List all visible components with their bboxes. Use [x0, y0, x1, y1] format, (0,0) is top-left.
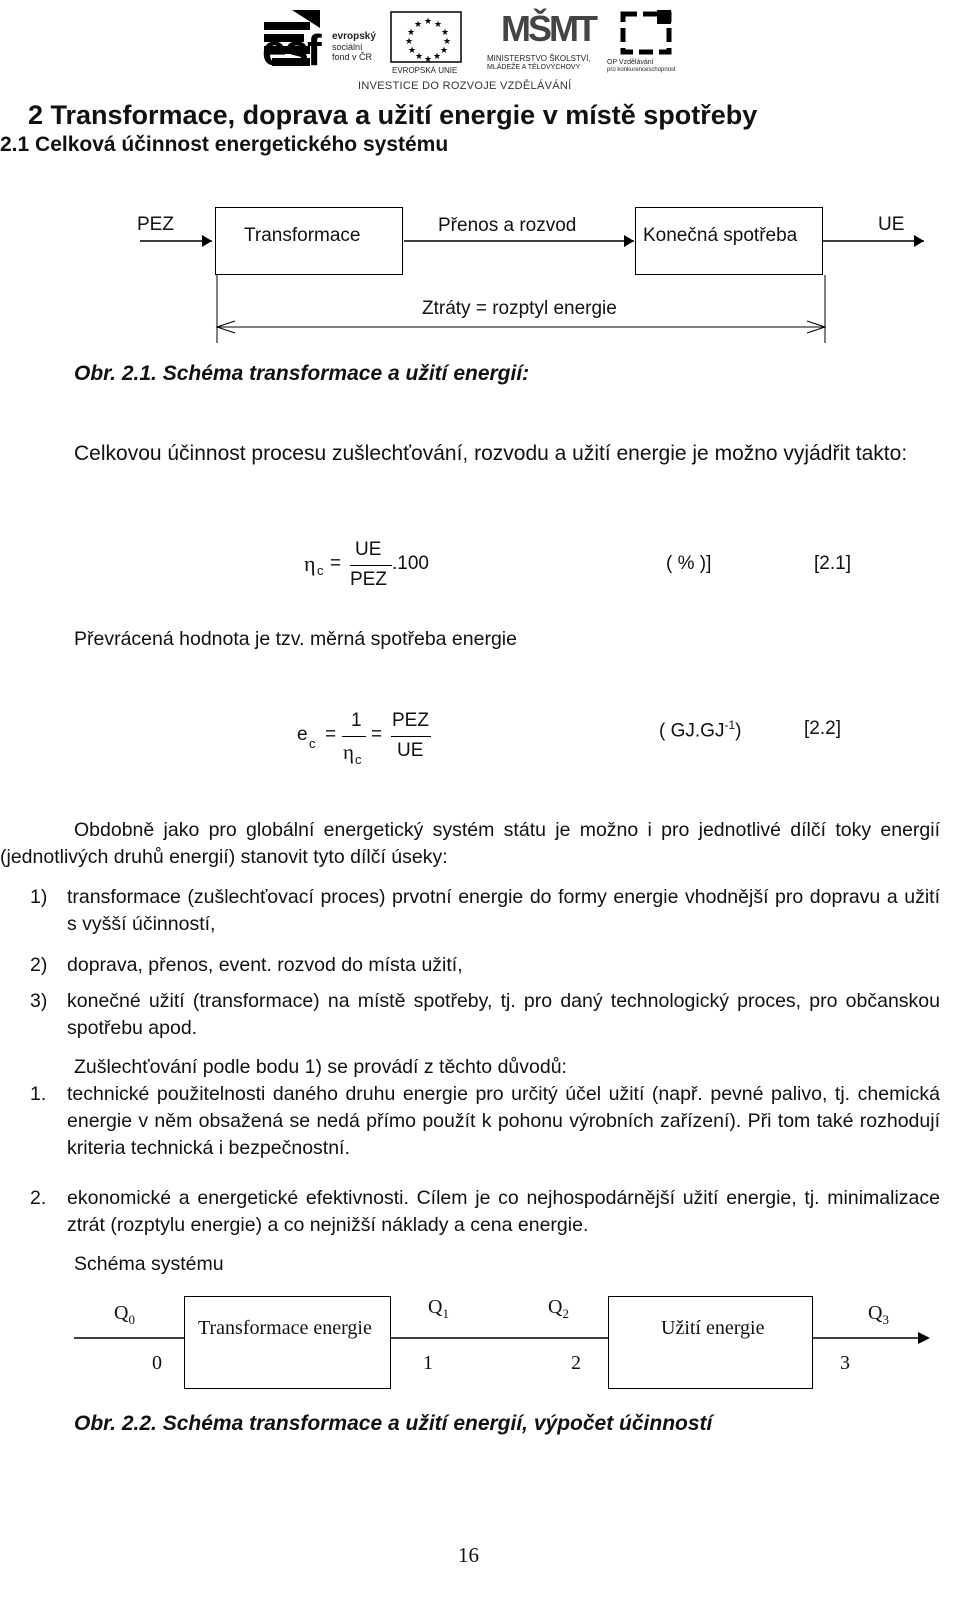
list-stages-num-3: 3) — [30, 990, 48, 1012]
label-n2: 2 — [571, 1352, 581, 1374]
q1-letter: Q — [428, 1296, 443, 1318]
msmt-small-2: MLÁDEŽE A TĚLOVÝCHOVY — [487, 64, 581, 71]
label-transformace-energie: Transformace energie — [198, 1317, 372, 1339]
svg-text:★: ★ — [407, 28, 416, 38]
eq2-equals-2: = — [371, 724, 383, 745]
eq2-unit-sup: -1 — [724, 718, 736, 732]
label-pez: PEZ — [137, 214, 174, 235]
page-number: 16 — [458, 1543, 479, 1567]
eq2-sub: c — [309, 736, 316, 751]
list-reasons-item-2: ekonomické a energetické efektivnosti. Cílem je co nejhospodárnější užití energie, tj. minimalizace ztrát (rozptylu energie) a co nejnižší náklady a cena energie. — [67, 1187, 940, 1236]
eq2-num1: 1 — [351, 710, 362, 731]
eq1-eta: η — [304, 551, 316, 576]
eq2-ref: [2.2] — [804, 718, 841, 739]
esf-small-2: sociální — [332, 42, 363, 52]
eq2-equals-1: = — [325, 724, 337, 745]
svg-text:★: ★ — [424, 55, 433, 65]
op-small-2: pro konkurenceschopnost — [607, 67, 676, 73]
q2-letter: Q — [548, 1296, 563, 1318]
eq1-fraction-line — [350, 565, 392, 566]
list-stages-item-3: konečné užití (transformace) na místě spotřeby, tj. pro daný technologický proces, pro občanskou spotřebu apod. — [67, 990, 940, 1039]
label-ztraty: Ztráty = rozptyl energie — [422, 298, 617, 319]
esf-logo — [262, 8, 387, 78]
diagram-energy-chain — [0, 195, 960, 355]
q0-letter: Q — [114, 1302, 129, 1324]
svg-text:★: ★ — [415, 52, 424, 62]
list-reasons-num-1: 1. — [30, 1083, 47, 1105]
list-stages-num-2: 2) — [30, 954, 48, 976]
eq2-den1-eta: η — [343, 740, 354, 764]
eq2-fraction-line-2 — [391, 736, 431, 737]
list-reasons-num-2: 2. — [30, 1187, 47, 1209]
esf-small-3: fond v ČR — [332, 52, 373, 62]
investice-banner: INVESTICE DO ROZVOJE VZDĚLÁVÁNÍ — [358, 80, 572, 92]
msmt-small-1: MINISTERSTVO ŠKOLSTVÍ, — [487, 54, 591, 63]
schema-label: Schéma systému — [74, 1253, 224, 1275]
esf-small-1: evropský — [332, 31, 376, 42]
op-small-1: OP Vzdělávání — [607, 59, 654, 66]
svg-text:★: ★ — [433, 52, 442, 62]
eq2-den1-sub: c — [355, 752, 362, 767]
label-q0 — [114, 1302, 135, 1328]
list-reasons-item-1: technické použitelnosti daného druhu energie pro určitý účel užití (např. pevné palivo, tj. chemická energie v něm obsažená se nedá přímo použít k pohonu výrobních zařízení). Při tom také rozhodují kriteria technická i bezpečnostní. — [67, 1083, 940, 1159]
list-stages-item-1: transformace (zušlechťovací proces) prvotní energie do formy energie vhodnější pro dopravu a užití s vyšší účinností, — [67, 886, 940, 935]
paragraph-efficiency: Celkovou účinnost procesu zušlechťování, rozvodu a užití energie je možno vyjádřit takto: — [74, 442, 908, 465]
box-transformace-energie — [184, 1296, 391, 1389]
eu-logo — [390, 8, 465, 78]
eu-stars-icon — [390, 8, 465, 66]
svg-text:★: ★ — [434, 20, 443, 30]
label-n0: 0 — [152, 1352, 162, 1374]
label-uziti-energie: Užití energie — [661, 1317, 765, 1339]
paragraph-reasons: Zušlechťování podle bodu 1) se provádí z těchto důvodů: — [74, 1056, 567, 1078]
q1-sub: 1 — [442, 1306, 449, 1321]
caption-fig-2-1: Obr. 2.1. Schéma transformace a užití energií: — [74, 362, 530, 385]
label-n1: 1 — [423, 1352, 433, 1374]
q2-sub: 2 — [562, 1306, 569, 1321]
eq1-unit: ( % )] — [666, 553, 712, 574]
q3-sub: 3 — [882, 1312, 889, 1327]
eu-label: EVROPSKÁ UNIE — [392, 66, 458, 75]
equation-2-2 — [295, 706, 895, 772]
eq1-equals: = — [330, 553, 342, 574]
eq2-e: e — [297, 724, 308, 745]
eq1-numerator: UE — [355, 539, 382, 560]
svg-text:★: ★ — [414, 20, 423, 30]
svg-text:★: ★ — [408, 46, 417, 56]
list-stages-num-1: 1) — [30, 886, 48, 908]
diagram2-lines — [0, 1290, 960, 1410]
svg-text:★: ★ — [424, 17, 433, 27]
eq2-num2: PEZ — [392, 710, 429, 731]
paragraph-partial-flows: Obdobně jako pro globální energetický systém státu je možno i pro jednotlivé dílčí toky energií (jednotlivých druhů energií) stanovit tyto dílčí úseky: — [0, 819, 940, 868]
eq2-den2: UE — [397, 740, 424, 761]
label-transformace: Transformace — [244, 225, 361, 246]
svg-text:★: ★ — [405, 37, 414, 47]
svg-text:★: ★ — [441, 28, 450, 38]
eq2-fraction-line-1 — [342, 736, 366, 737]
label-konecna-spotreba: Konečná spotřeba — [643, 225, 798, 246]
caption-fig-2-2: Obr. 2.2. Schéma transformace a užití energií, výpočet účinností — [74, 1412, 713, 1435]
eq2-unit — [659, 718, 741, 742]
op-logo — [607, 8, 702, 78]
esf-letters: esf — [262, 26, 320, 75]
section-heading: 2.1 Celková účinnost energetického systému — [0, 133, 449, 156]
q3-letter: Q — [868, 1302, 883, 1324]
label-q1 — [428, 1296, 449, 1322]
label-prenos-rozvod: Přenos a rozvod — [438, 215, 577, 236]
box-uziti-energie — [608, 1296, 813, 1389]
svg-text:★: ★ — [440, 46, 449, 56]
eq1-denominator: PEZ — [350, 569, 387, 590]
diagram-system-schema — [0, 1290, 960, 1410]
eq1-sub: c — [317, 563, 324, 578]
label-ue: UE — [878, 214, 905, 235]
eq1-mult: .100 — [392, 553, 429, 574]
eq2-unit-pre: ( GJ.GJ — [659, 720, 725, 742]
eq1-ref: [2.1] — [814, 553, 851, 574]
label-n3: 3 — [840, 1352, 850, 1374]
paragraph-reciprocal: Převrácená hodnota je tzv. měrná spotřeba energie — [74, 628, 517, 650]
msmt-logo — [487, 8, 602, 78]
list-stages-item-2: doprava, přenos, event. rozvod do místa užití, — [67, 954, 463, 976]
eq2-unit-post: ) — [735, 720, 742, 742]
chapter-heading: 2 Transformace, doprava a užití energie v místě spotřeby — [28, 100, 758, 130]
logo-strip — [262, 8, 702, 94]
svg-text:★: ★ — [443, 37, 452, 47]
op-square-icon — [619, 10, 679, 58]
equation-2-1 — [300, 535, 900, 595]
msmt-big: MŠMT — [501, 8, 595, 49]
q0-sub: 0 — [128, 1312, 135, 1327]
label-q3 — [868, 1302, 889, 1328]
label-q2 — [548, 1296, 569, 1322]
